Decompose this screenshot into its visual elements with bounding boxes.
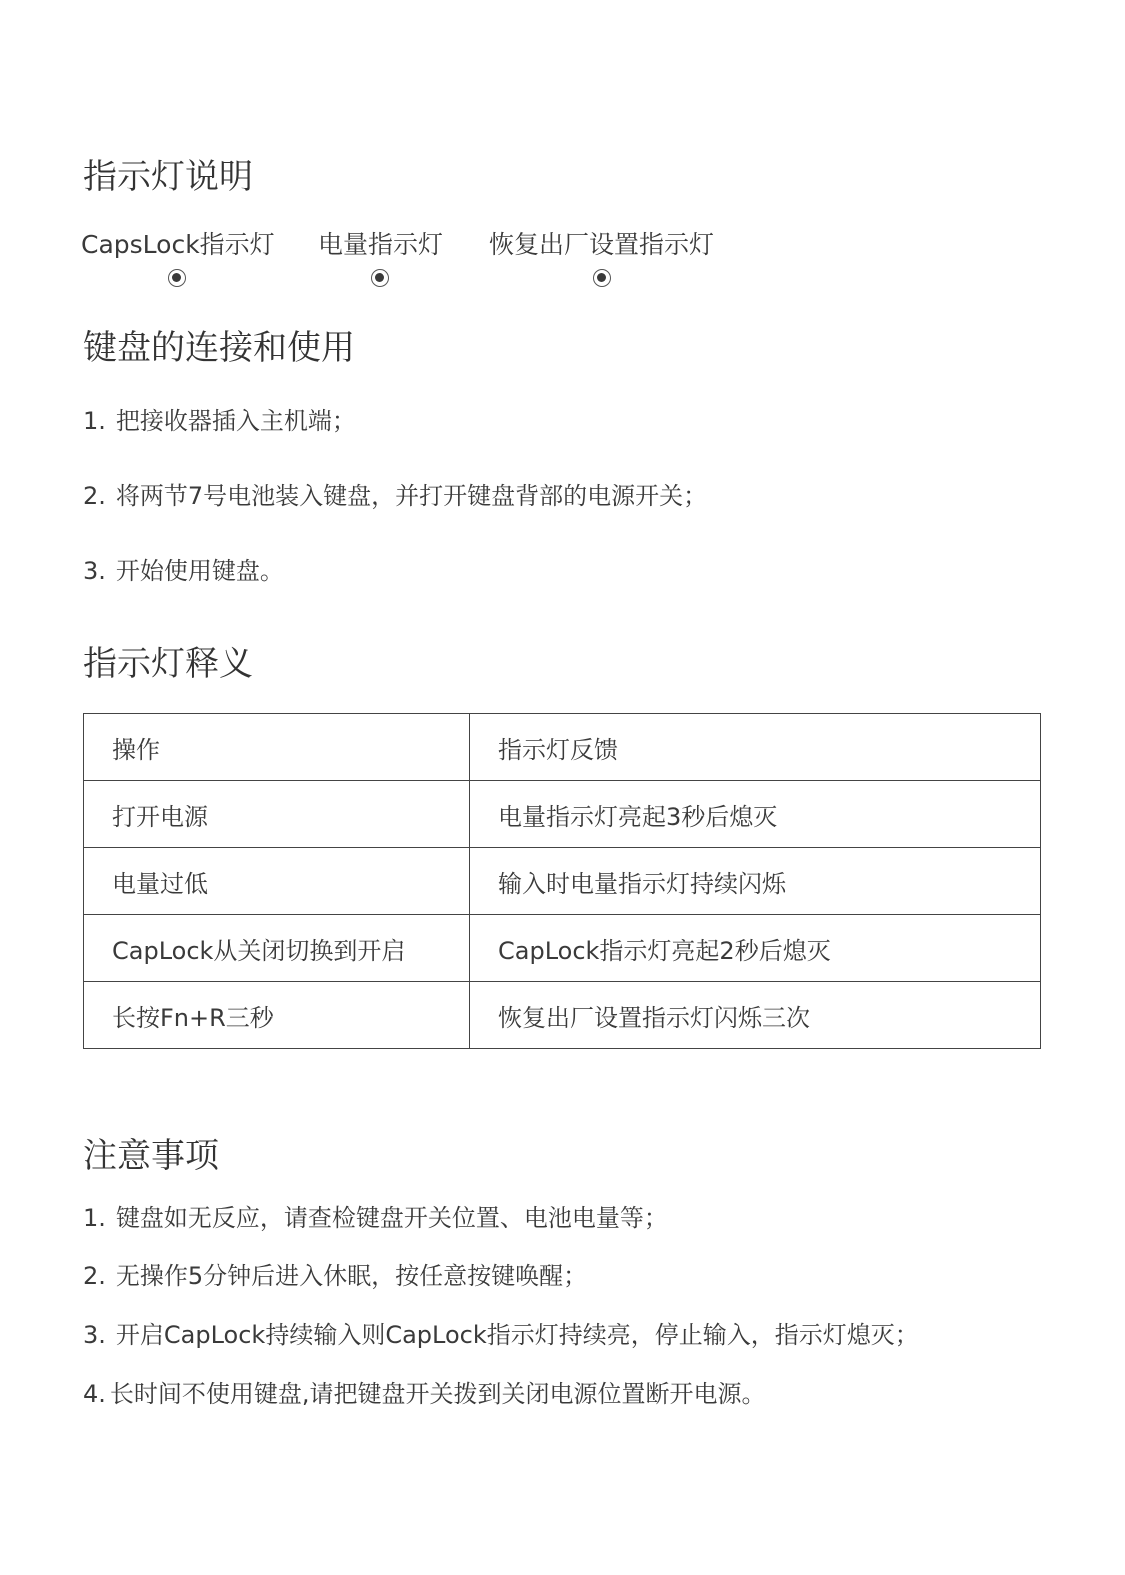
table-row bbox=[84, 781, 1041, 848]
step-text: 开始使用键盘。 bbox=[115, 557, 284, 585]
note-text: 无操作5分钟后进入休眠，按任意按键唤醒； bbox=[115, 1262, 588, 1290]
indicator-label-capslock: CapsLock指示灯 bbox=[81, 230, 275, 259]
note-text: 开启CapLock持续输入则CapLock指示灯持续亮，停止输入，指示灯熄灭； bbox=[115, 1321, 919, 1349]
indicator-meaning-table bbox=[83, 713, 1041, 1049]
note-number: 3. bbox=[83, 1321, 106, 1349]
list-item bbox=[83, 1382, 766, 1406]
list-item bbox=[83, 559, 284, 583]
step-number: 3. bbox=[83, 557, 106, 585]
table-cell-feedback: CapLock指示灯亮起2秒后熄灭 bbox=[470, 915, 1041, 982]
list-item bbox=[83, 1323, 919, 1347]
table-row bbox=[84, 915, 1041, 982]
table-cell-feedback: 电量指示灯亮起3秒后熄灭 bbox=[470, 781, 1041, 848]
note-number: 2. bbox=[83, 1262, 106, 1290]
table-cell-feedback: 输入时电量指示灯持续闪烁 bbox=[470, 848, 1041, 915]
step-number: 2. bbox=[83, 482, 106, 510]
capslock-indicator-light-icon bbox=[168, 269, 186, 287]
table-header-operation: 操作 bbox=[84, 714, 470, 781]
table-cell-operation: 长按Fn+R三秒 bbox=[84, 982, 470, 1049]
note-number: 1. bbox=[83, 1204, 106, 1232]
note-text: 长时间不使用键盘,请把键盘开关拨到关闭电源位置断开电源。 bbox=[109, 1380, 766, 1408]
step-text: 将两节7号电池装入键盘，并打开键盘背部的电源开关； bbox=[115, 482, 708, 510]
section-title-keyboard-connection: 键盘的连接和使用 bbox=[83, 328, 355, 368]
table-row bbox=[84, 848, 1041, 915]
battery-indicator-light-icon bbox=[371, 269, 389, 287]
step-number: 1. bbox=[83, 407, 106, 435]
table-header-feedback: 指示灯反馈 bbox=[470, 714, 1041, 781]
table-row bbox=[84, 982, 1041, 1049]
note-number: 4. bbox=[83, 1380, 106, 1408]
list-item bbox=[83, 484, 707, 508]
list-item bbox=[83, 409, 356, 433]
indicator-label-factory-reset: 恢复出厂设置指示灯 bbox=[489, 230, 715, 259]
section-title-precautions: 注意事项 bbox=[83, 1136, 219, 1176]
note-text: 键盘如无反应，请查检键盘开关位置、电池电量等； bbox=[115, 1204, 668, 1232]
list-item bbox=[83, 1264, 587, 1288]
table-cell-operation: CapLock从关闭切换到开启 bbox=[84, 915, 470, 982]
indicator-label-battery: 电量指示灯 bbox=[318, 230, 444, 259]
section-title-indicator-description: 指示灯说明 bbox=[83, 157, 253, 197]
table-cell-feedback: 恢复出厂设置指示灯闪烁三次 bbox=[470, 982, 1041, 1049]
list-item bbox=[83, 1206, 668, 1230]
table-cell-operation: 打开电源 bbox=[84, 781, 470, 848]
table-header-row bbox=[84, 714, 1041, 781]
section-title-indicator-meaning: 指示灯释义 bbox=[83, 644, 253, 684]
table-cell-operation: 电量过低 bbox=[84, 848, 470, 915]
factory-reset-indicator-light-icon bbox=[593, 269, 611, 287]
step-text: 把接收器插入主机端； bbox=[115, 407, 356, 435]
